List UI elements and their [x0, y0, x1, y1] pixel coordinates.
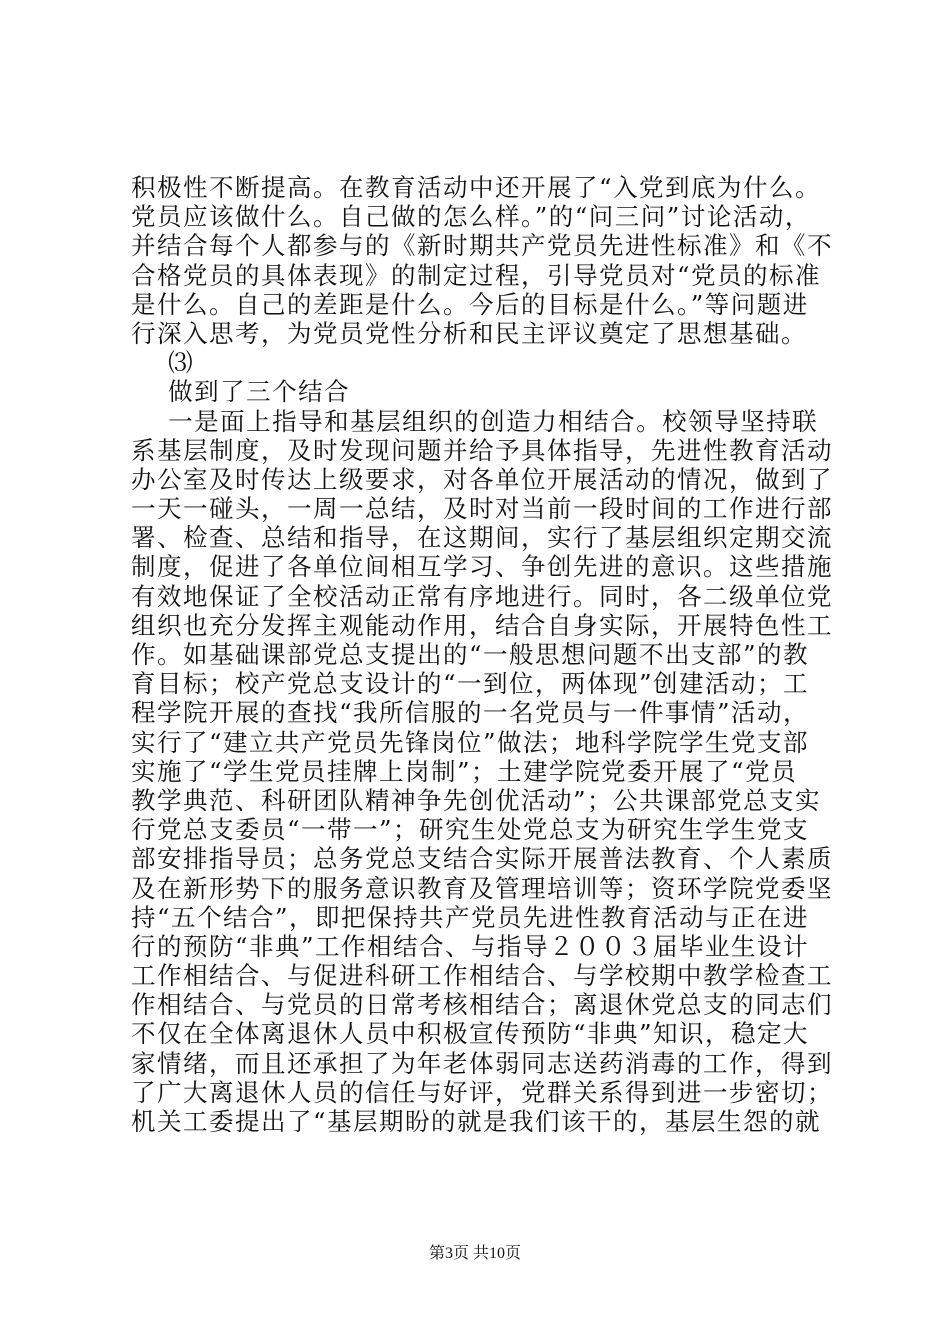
- text-line: 及在新形势下的服务意识教育及管理培训等；资环学院党委坚: [131, 873, 833, 903]
- text-line: 机关工委提出了“基层期盼的就是我们该干的，基层生怨的就: [131, 1107, 822, 1136]
- text-line: 并结合每个人都参与的《新时期共产党员先进性标准》和《不: [131, 231, 833, 261]
- text-line: 党员应该做什么。自己做的怎么样。”的“问三问”讨论活动，: [131, 202, 811, 232]
- text-line: 作。如基础课部党总支提出的“一般思想问题不出支部”的教: [131, 640, 810, 669]
- text-line: 不仅在全体离退休人员中积极宣传预防“非典”知识，稳定大: [131, 1019, 810, 1049]
- text-line: 教学典范、科研团队精神争先创优活动”；公共课部党总支实: [131, 785, 822, 815]
- text-line: ⑶: [131, 348, 195, 378]
- text-line: 实行了“建立共产党员先锋岗位”做法；地科学院学生党支部: [131, 727, 810, 757]
- text-line: 有效地保证了全校活动正常有序地进行。同时，各二级单位党: [131, 581, 833, 611]
- text-line: 了广大离退休人员的信任与好评，党群关系得到进一步密切；: [131, 1077, 833, 1107]
- text-line: 作相结合、与党员的日常考核相结合；离退休党总支的同志们: [131, 990, 833, 1020]
- text-line: 实施了“学生党员挂牌上岗制”；土建学院党委开展了“党员: [131, 756, 798, 786]
- text-line: 工作相结合、与促进科研工作相结合、与学校期中教学检查工: [131, 961, 833, 991]
- text-line: 程学院开展的查找“我所信服的一名党员与一件事情”活动，: [131, 698, 810, 728]
- text-line: 组织也充分发挥主观能动作用，结合自身实际，开展特色性工: [131, 610, 833, 640]
- text-line: 是什么。自己的差距是什么。今后的目标是什么。”等问题进: [131, 289, 809, 319]
- text-line: 行党总支委员“一带一”；研究生处党总支为研究生学生党支: [131, 815, 810, 845]
- text-line: 做到了三个结合: [131, 377, 351, 407]
- text-line: 家情绪，而且还承担了为年老体弱同志送药消毒的工作，得到: [131, 1048, 833, 1078]
- text-line: 合格党员的具体表现》的制定过程，引导党员对“党员的标准: [131, 260, 822, 290]
- text-line: 部安排指导员；总务党总支结合实际开展普法教育、个人素质: [131, 844, 833, 874]
- text-line: 持“五个结合”，即把保持共产党员先进性教育活动与正在进: [131, 902, 810, 932]
- text-line: 署、检查、总结和指导，在这期间，实行了基层组织定期交流: [131, 523, 833, 553]
- text-line: 行的预防“非典”工作相结合、与指导２００３届毕业生设计: [131, 931, 810, 961]
- text-line: 系基层制度，及时发现问题并给予具体指导，先进性教育活动: [131, 435, 833, 465]
- page-footer: 第3页 共10页: [428, 1245, 521, 1262]
- text-line: 行深入思考，为党员党性分析和民主评议奠定了思想基础。: [131, 318, 807, 348]
- text-line: 制度，促进了各单位间相互学习、争创先进的意识。这些措施: [131, 552, 833, 582]
- text-line: 一是面上指导和基层组织的创造力相结合。校领导坚持联: [131, 406, 819, 436]
- body-text: [131, 173, 831, 1136]
- text-line: 育目标；校产党总支设计的“一到位，两体现”创建活动；工: [131, 669, 810, 699]
- text-line: 一天一碰头，一周一总结，及时对当前一段时间的工作进行部: [131, 494, 833, 524]
- text-line: 办公室及时传达上级要求，对各单位开展活动的情况，做到了: [131, 464, 833, 494]
- text-line: 积极性不断提高。在教育活动中还开展了“入党到底为什么。: [131, 173, 822, 202]
